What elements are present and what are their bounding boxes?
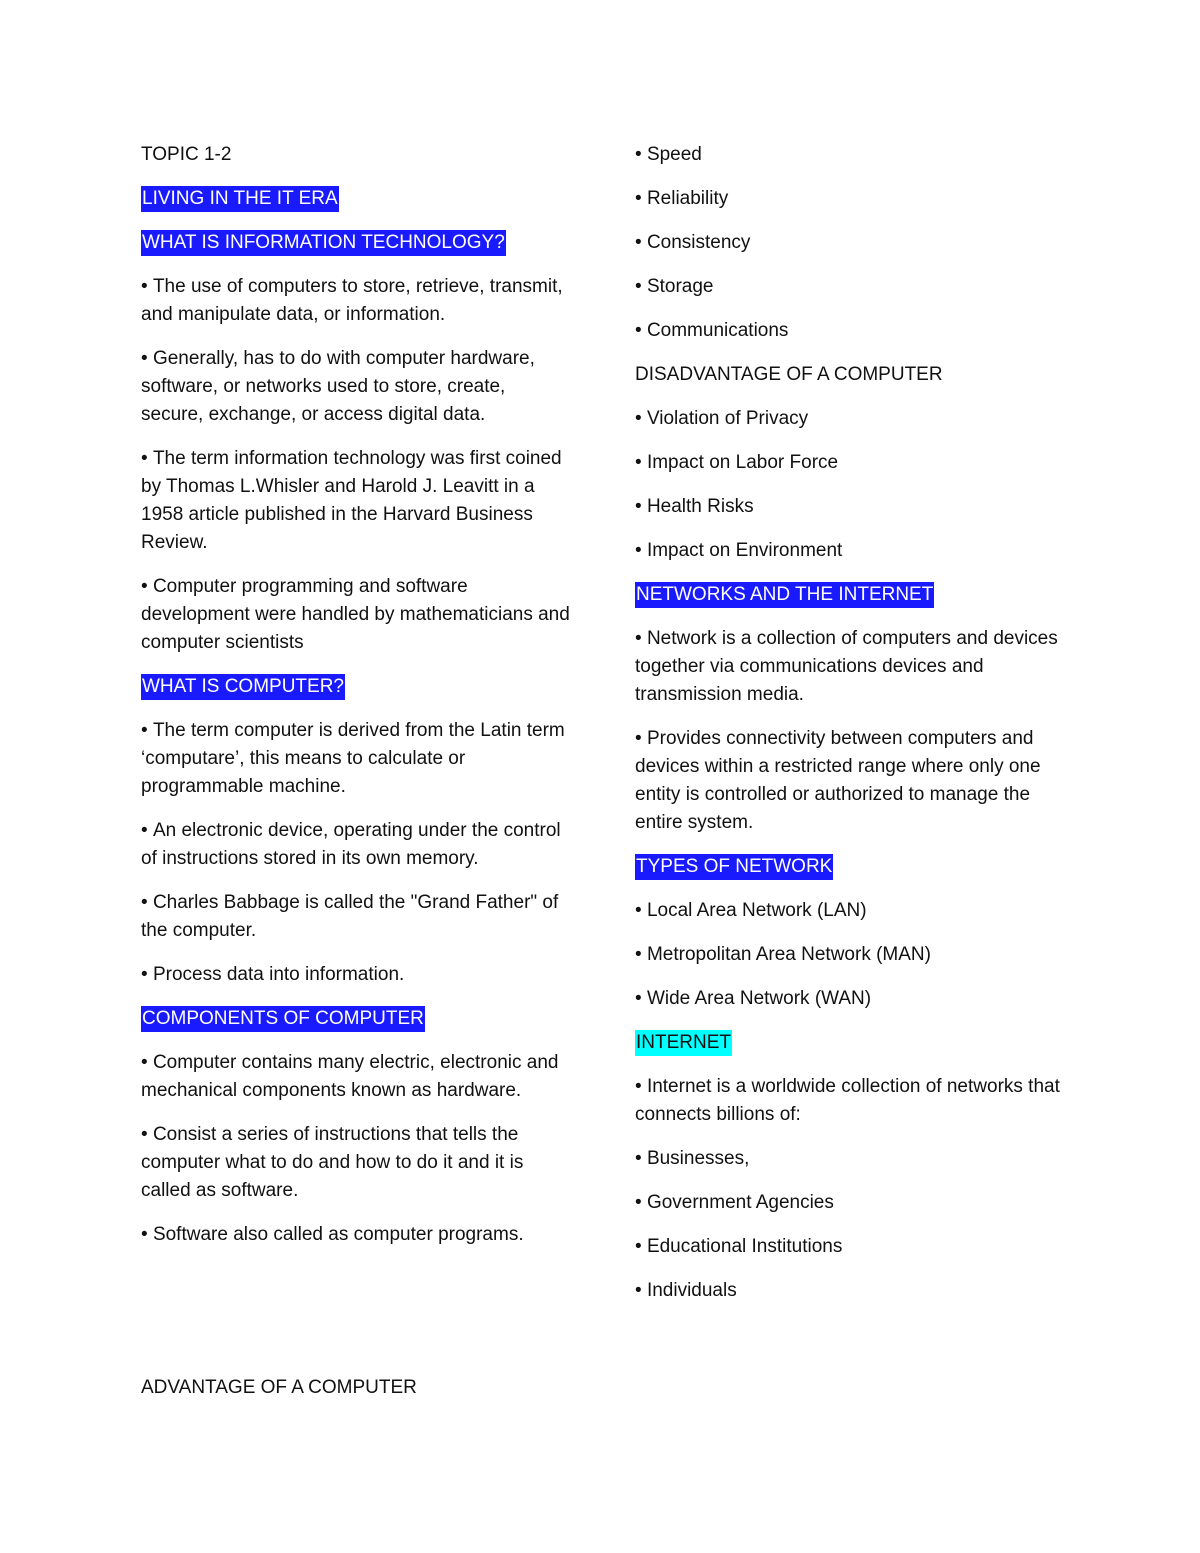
disadvantage-item: • Violation of Privacy [635,405,1065,433]
heading-living-it-era: LIVING IN THE IT ERA [141,186,339,212]
internet-item: • Businesses, [635,1145,1065,1173]
left-column [141,141,571,1265]
internet-item: • Government Agencies [635,1189,1065,1217]
disadvantage-item: • Health Risks [635,493,1065,521]
bullet-computer-3: • Charles Babbage is called the "Grand Father" of the computer. [141,889,571,945]
right-column [635,141,1065,1321]
disadvantage-item: • Impact on Labor Force [635,449,1065,477]
bullet-it-1: • The use of computers to store, retrieve, transmit, and manipulate data, or information. [141,273,571,329]
heading-advantage: ADVANTAGE OF A COMPUTER [141,1377,417,1398]
bullet-internet-intro: • Internet is a worldwide collection of networks that connects billions of: [635,1073,1065,1129]
bullet-computer-1: • The term computer is derived from the Latin term ‘computare’, this means to calculate or programmable machine. [141,717,571,801]
heading-networks-internet: NETWORKS AND THE INTERNET [635,582,934,608]
heading-what-is-computer: WHAT IS COMPUTER? [141,674,345,700]
heading-components: COMPONENTS OF COMPUTER [141,1006,425,1032]
bullet-it-4: • Computer programming and software development were handled by mathematicians and computer scientists [141,573,571,657]
bullet-it-2: • Generally, has to do with computer hardware, software, or networks used to store, create, secure, exchange, or access digital data. [141,345,571,429]
advantage-item: • Speed [635,141,1065,169]
network-type-item: • Metropolitan Area Network (MAN) [635,941,1065,969]
network-type-item: • Local Area Network (LAN) [635,897,1065,925]
advantage-item: • Reliability [635,185,1065,213]
advantage-item: • Consistency [635,229,1065,257]
heading-what-is-it: WHAT IS INFORMATION TECHNOLOGY? [141,230,506,256]
heading-types-network: TYPES OF NETWORK [635,854,833,880]
bullet-components-3: • Software also called as computer programs. [141,1221,571,1249]
topic-label: TOPIC 1-2 [141,144,232,165]
bullet-computer-2: • An electronic device, operating under the control of instructions stored in its own memory. [141,817,571,873]
bullet-network-1: • Network is a collection of computers and devices together via communications devices and transmission media. [635,625,1065,709]
bullet-computer-4: • Process data into information. [141,961,571,989]
bullet-components-1: • Computer contains many electric, electronic and mechanical components known as hardware. [141,1049,571,1105]
heading-disadvantage: DISADVANTAGE OF A COMPUTER [635,364,943,385]
bullet-it-3: • The term information technology was first coined by Thomas L.Whisler and Harold J. Leavitt in a 1958 article published in the Harvard Business Review. [141,445,571,557]
disadvantage-item: • Impact on Environment [635,537,1065,565]
bullet-components-2: • Consist a series of instructions that tells the computer what to do and how to do it and it is called as software. [141,1121,571,1205]
internet-item: • Educational Institutions [635,1233,1065,1261]
heading-internet: INTERNET [635,1030,732,1056]
bullet-network-2: • Provides connectivity between computers and devices within a restricted range where only one entity is controlled or authorized to manage the entire system. [635,725,1065,837]
advantage-item: • Communications [635,317,1065,345]
internet-item: • Individuals [635,1277,1065,1305]
advantage-item: • Storage [635,273,1065,301]
network-type-item: • Wide Area Network (WAN) [635,985,1065,1013]
